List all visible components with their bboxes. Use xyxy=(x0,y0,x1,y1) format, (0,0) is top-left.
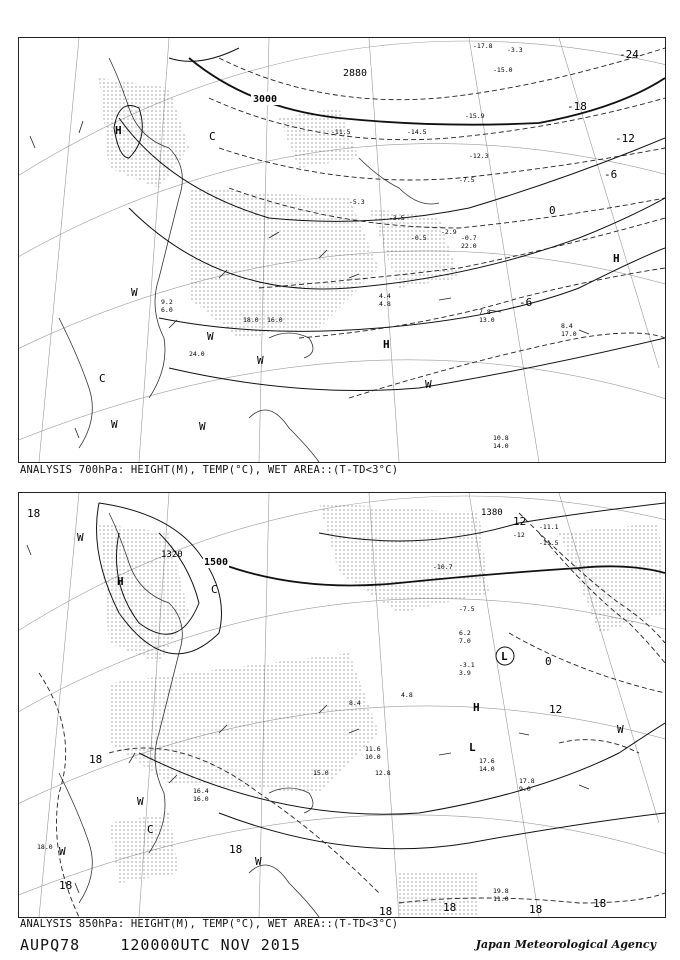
station-value: 16.0 xyxy=(267,316,283,324)
center-marker: C xyxy=(209,130,216,143)
station-value: 4.8 xyxy=(379,300,391,308)
station-value: 11.6 xyxy=(365,745,381,753)
station-value: -3.5 xyxy=(389,214,405,222)
station-value: 6.2 xyxy=(459,629,471,637)
center-marker: L xyxy=(469,741,476,754)
caption-850hpa: ANALYSIS 850hPa: HEIGHT(M), TEMP(°C), WET AREA::(T-TD<3°C) xyxy=(20,918,399,930)
height-labels-700 xyxy=(251,66,371,105)
height-label: 1320 xyxy=(161,550,183,560)
temp-label: -18 xyxy=(567,100,587,113)
temp-label: 18 xyxy=(59,879,73,892)
center-marker: C xyxy=(147,823,154,836)
station-value: 6.0 xyxy=(161,306,173,314)
center-marker: C xyxy=(99,372,106,385)
height-label: 2880 xyxy=(343,68,368,79)
temp-label: 18 xyxy=(529,903,543,916)
station-value: -11.1 xyxy=(539,523,559,531)
station-value: -10.7 xyxy=(433,563,453,571)
station-value: 7.0 xyxy=(459,637,471,645)
caption-700hpa: ANALYSIS 700hPa: HEIGHT(M), TEMP(°C), WET AREA::(T-TD<3°C) xyxy=(20,464,399,476)
center-marker: H xyxy=(383,338,390,351)
station-value: -17.8 xyxy=(473,42,493,50)
temp-label: 18 xyxy=(229,843,243,856)
temp-labels-700 xyxy=(519,48,639,309)
center-marker: H xyxy=(473,701,480,714)
center-marker: W xyxy=(199,420,206,433)
station-value: 16.4 xyxy=(193,787,209,795)
station-value: 16.0 xyxy=(193,795,209,803)
station-value: 24.0 xyxy=(189,350,205,358)
station-value: 13.0 xyxy=(479,316,495,324)
height-label: 1380 xyxy=(481,508,503,518)
station-value: -14.5 xyxy=(407,128,427,136)
station-value: -15.9 xyxy=(465,112,485,120)
center-marker: W xyxy=(255,855,262,868)
center-marker: W xyxy=(131,286,138,299)
station-value: 18.0 xyxy=(37,843,53,851)
temp-label: 18 xyxy=(379,905,393,917)
temp-label: 18 xyxy=(89,753,103,766)
station-value: -0.5 xyxy=(411,234,427,242)
temp-label: 18 xyxy=(27,507,41,520)
center-marker: W xyxy=(59,845,66,858)
station-value: -12 xyxy=(513,531,525,539)
station-value: 12.8 xyxy=(375,769,391,777)
center-marker: W xyxy=(257,354,264,367)
station-value: 4.4 xyxy=(379,292,391,300)
center-marker: W xyxy=(137,795,144,808)
center-marker: W xyxy=(77,531,84,544)
station-value: 14.0 xyxy=(479,765,495,773)
temp-label: 0 xyxy=(545,655,552,668)
center-marker: W xyxy=(617,723,624,736)
station-value: -0.7 xyxy=(461,234,477,242)
center-marker: W xyxy=(111,418,118,431)
station-value: 17.6 xyxy=(479,757,495,765)
station-value: -11.5 xyxy=(331,128,351,136)
height-label: 1500 xyxy=(204,557,229,568)
station-value: 18.0 xyxy=(243,316,259,324)
center-marker: H xyxy=(115,124,122,137)
station-value: 8.4 xyxy=(349,699,361,707)
station-value: 9.2 xyxy=(161,298,173,306)
station-value: -15.0 xyxy=(493,66,513,74)
temp-label: 18 xyxy=(443,901,457,914)
station-value: 10.8 xyxy=(493,434,509,442)
station-value: -3.1 xyxy=(459,661,475,669)
center-marker: W xyxy=(207,330,214,343)
station-value: -3.3 xyxy=(507,46,523,54)
center-marker: H xyxy=(117,575,124,588)
center-marker: H xyxy=(613,252,620,265)
center-marker: L xyxy=(501,650,508,663)
station-value: 8.4 xyxy=(561,322,573,330)
station-value: -11.5 xyxy=(539,539,559,547)
station-value: 9.0 xyxy=(519,785,531,793)
station-value: 17.8 xyxy=(519,777,535,785)
temp-label: 18 xyxy=(593,897,607,910)
map-700hpa-svg xyxy=(19,38,665,462)
station-value: 11.0 xyxy=(493,895,509,903)
map-850hpa-svg xyxy=(19,493,665,917)
station-value: -5.3 xyxy=(349,198,365,206)
height-label: 3000 xyxy=(253,94,278,105)
wet-area-700 xyxy=(99,78,459,338)
station-value: -7.5 xyxy=(459,605,475,613)
station-value: 4.8 xyxy=(401,691,413,699)
chart-datetime: 120000UTC NOV 2015 xyxy=(120,936,301,954)
station-value: 3.9 xyxy=(459,669,471,677)
station-value: 17.0 xyxy=(561,330,577,338)
temp-label: -6 xyxy=(519,296,533,309)
station-value: 10.0 xyxy=(365,753,381,761)
temp-label: -12 xyxy=(615,132,635,145)
analysis-700hpa-map xyxy=(18,37,666,463)
temp-label: 0 xyxy=(549,204,556,217)
station-value: 7.8 xyxy=(479,308,491,316)
analysis-850hpa-map xyxy=(18,492,666,918)
station-value: 15.0 xyxy=(313,769,329,777)
station-value: 19.8 xyxy=(493,887,509,895)
station-value: -7.5 xyxy=(459,176,475,184)
temp-label: -6 xyxy=(604,168,618,181)
station-value: 22.0 xyxy=(461,242,477,250)
chart-identifier xyxy=(20,936,301,954)
temp-label: 12 xyxy=(513,515,527,528)
center-marker: W xyxy=(425,378,432,391)
temp-label: -24 xyxy=(619,48,639,61)
temp-label: 12 xyxy=(549,703,563,716)
station-value: 14.0 xyxy=(493,442,509,450)
station-value: -12.3 xyxy=(469,152,489,160)
station-value: -2.9 xyxy=(441,228,457,236)
chart-id: AUPQ78 xyxy=(20,936,81,954)
agency-name: Japan Meteorological Agency xyxy=(475,938,656,951)
center-marker: C xyxy=(211,583,218,596)
